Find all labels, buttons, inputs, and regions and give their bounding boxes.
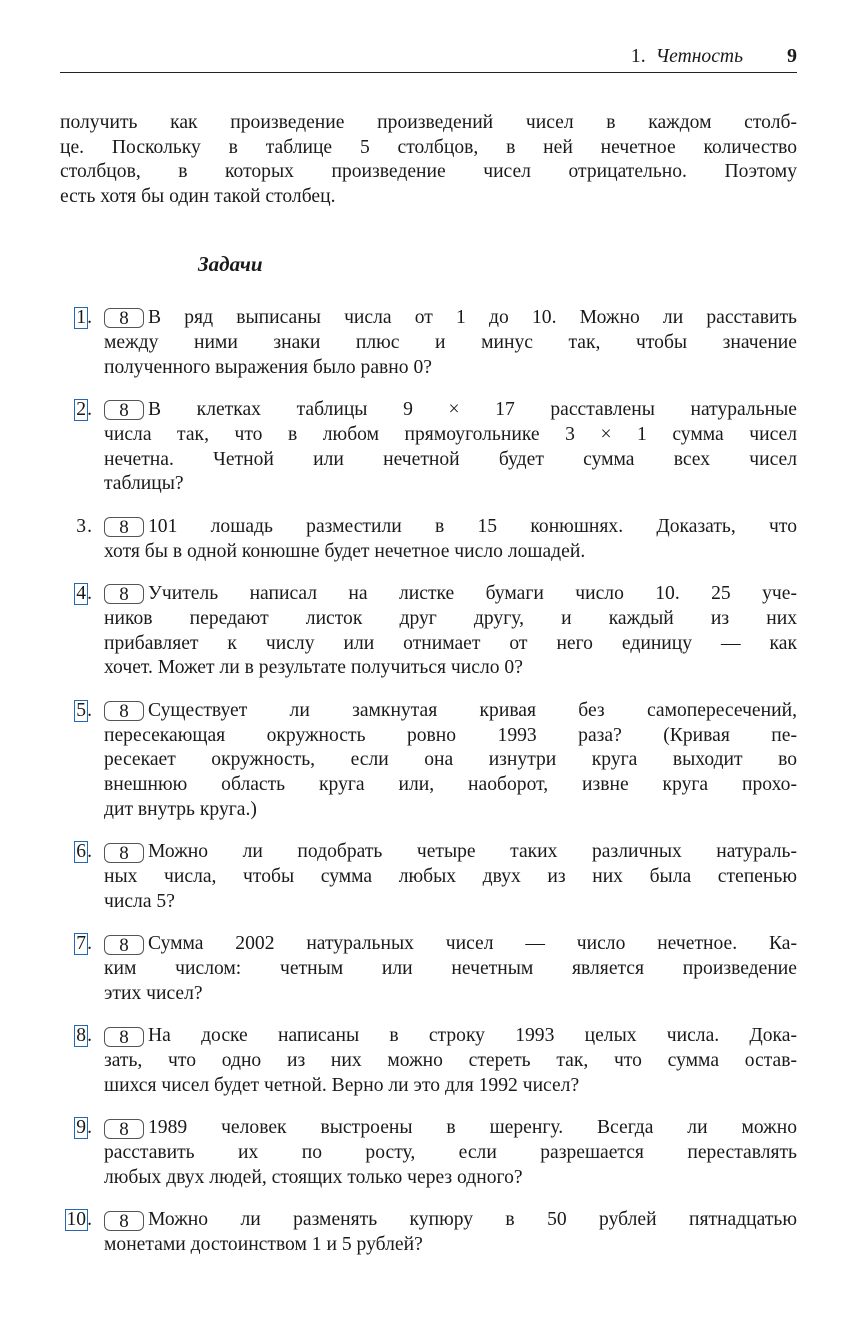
problem-line: ных числа, чтобы сумма любых двух из них была степенью <box>104 866 797 888</box>
problem-line: Учитель написал на листке бумаги число 10. 25 уче- <box>148 582 797 604</box>
problem-line: зать, что одно из них можно стереть так, что сумма остав- <box>104 1050 797 1072</box>
problem-item <box>60 1116 797 1190</box>
problem-line: внешнюю область круга или, наоборот, извне круга прохо- <box>104 774 797 796</box>
problem-line: В ряд выписаны числа от 1 до 10. Можно ли расставить <box>148 307 797 328</box>
problem-number-text: 6 <box>76 841 87 863</box>
problem-first-line <box>104 1024 797 1049</box>
problem-first-line <box>104 1208 797 1233</box>
problem-first-line <box>104 515 797 540</box>
problem-line: На доске написаны в строку 1993 целых числа. Дока- <box>148 1025 797 1047</box>
grade-badge: 8 <box>104 400 144 420</box>
problem-item <box>60 515 797 565</box>
paragraph-line: столбцов, в которых произведение чисел отрицательно. Поэтому <box>60 161 797 183</box>
problem-number-link[interactable]: 4. <box>76 582 92 604</box>
problem-line: между ними знаки плюс и минус так, чтобы значение <box>104 331 797 353</box>
problem-line: ников передают листок друг другу, и каждый из них <box>104 607 797 629</box>
problem-number-text: 5 <box>76 699 87 721</box>
problem-item <box>60 582 797 681</box>
problem-number-link[interactable]: 5. <box>76 699 92 721</box>
problem-line: хотя бы в одной конюшне будет нечетное число лошадей. <box>104 540 586 562</box>
problem-item <box>60 398 797 497</box>
problem-number-link[interactable]: 8. <box>76 1025 92 1047</box>
problem-first-line <box>104 1116 797 1141</box>
paragraph-line: це. Поскольку в таблице 5 столбцов, в ней нечетное количество <box>60 136 797 158</box>
problem-line: любых двух людей, стоящих только через одного? <box>104 1166 523 1188</box>
paragraph-line: есть хотя бы один такой столбец. <box>60 186 336 208</box>
problem-line: Можно ли разменять купюру в 50 рублей пятнадцатью <box>148 1209 797 1231</box>
problem-line: Можно ли подобрать четыре таких различных натураль- <box>148 841 797 863</box>
problem-line: 1989 человек выстроены в шеренгу. Всегда ли можно <box>148 1117 797 1139</box>
intro-paragraph <box>60 111 797 210</box>
problem-item <box>60 1024 797 1098</box>
problem-number-link[interactable]: 1. <box>76 307 92 328</box>
problem-number-link[interactable]: 6. <box>76 841 92 863</box>
running-header <box>60 44 797 73</box>
section-number: 1. <box>630 46 646 67</box>
problem-item <box>60 840 797 914</box>
problem-number-text: 4 <box>76 582 87 604</box>
problem-number-text: 9 <box>76 1117 87 1139</box>
problem-first-line <box>104 840 797 865</box>
paragraph-line: получить как произведение произведений чисел в каждом столб- <box>60 112 797 133</box>
grade-badge: 8 <box>104 584 144 604</box>
problem-number-text: 2 <box>76 398 87 420</box>
problem-first-line <box>104 699 797 724</box>
problem-number-text: 1 <box>76 307 87 328</box>
problem-line: Сумма 2002 натуральных чисел — число нечетное. Ка- <box>148 933 797 955</box>
problem-first-line <box>104 582 797 607</box>
problem-first-line <box>104 932 797 957</box>
problem-number-text: 10 <box>66 1209 87 1231</box>
problem-line: числа 5? <box>104 890 175 912</box>
problem-line: дит внутрь круга.) <box>104 798 257 820</box>
problem-number-text: 3 <box>76 515 87 537</box>
problem-line: нечетна. Четной или нечетной будет сумма всех чисел <box>104 448 797 470</box>
problem-line: числа так, что в любом прямоугольнике 3 × 1 сумма чисел <box>104 423 797 445</box>
section-title: Четность <box>655 46 743 67</box>
problem-number-link[interactable]: 9. <box>76 1117 92 1139</box>
page-number: 9 <box>787 45 797 67</box>
grade-badge: 8 <box>104 517 144 537</box>
problem-item <box>60 699 797 823</box>
problem-line: пересекающая окружность ровно 1993 раза? (Кривая пе- <box>104 724 797 746</box>
problem-number-text: 7 <box>76 933 87 955</box>
problem-item <box>60 306 797 380</box>
problem-line: прибавляет к числу или отнимает от него единицу — как <box>104 632 797 654</box>
grade-badge: 8 <box>104 308 144 328</box>
problem-line: этих чисел? <box>104 982 203 1004</box>
problem-line: 101 лошадь разместили в 15 конюшнях. Доказать, что <box>148 515 797 537</box>
problem-first-line <box>104 306 797 331</box>
problem-line: ресекает окружность, если она изнутри круга выходит во <box>104 749 797 771</box>
problem-first-line <box>104 398 797 423</box>
grade-badge: 8 <box>104 701 144 721</box>
problem-line: В клетках таблицы 9 × 17 расставлены натуральные <box>148 398 797 420</box>
problem-number-link[interactable]: 10. <box>66 1209 92 1231</box>
problem-number: 3. <box>76 515 92 537</box>
problem-item <box>60 932 797 1006</box>
problem-line: таблицы? <box>104 473 184 495</box>
problem-number-link[interactable]: 7. <box>76 933 92 955</box>
section-label <box>631 46 743 68</box>
problem-line: ким числом: четным или нечетным является произведение <box>104 958 797 980</box>
problem-line: полученного выражения было равно 0? <box>104 356 432 378</box>
problem-line: шихся чисел будет четной. Верно ли это для 1992 чисел? <box>104 1074 580 1096</box>
problem-line: хочет. Может ли в результате получиться число 0? <box>104 657 523 679</box>
grade-badge: 8 <box>104 935 144 955</box>
problem-line: расставить их по росту, если разрешается переставлять <box>104 1142 797 1164</box>
problem-line: монетами достоинством 1 и 5 рублей? <box>104 1234 423 1256</box>
grade-badge: 8 <box>104 1211 144 1231</box>
grade-badge: 8 <box>104 843 144 863</box>
problem-number-link[interactable]: 2. <box>76 398 92 420</box>
problem-item <box>60 1208 797 1258</box>
grade-badge: 8 <box>104 1119 144 1139</box>
grade-badge: 8 <box>104 1027 144 1047</box>
section-heading: Задачи <box>198 252 263 276</box>
problem-list <box>60 306 797 1275</box>
problem-number-text: 8 <box>76 1025 87 1047</box>
problem-line: Существует ли замкнутая кривая без самопересечений, <box>148 699 797 721</box>
